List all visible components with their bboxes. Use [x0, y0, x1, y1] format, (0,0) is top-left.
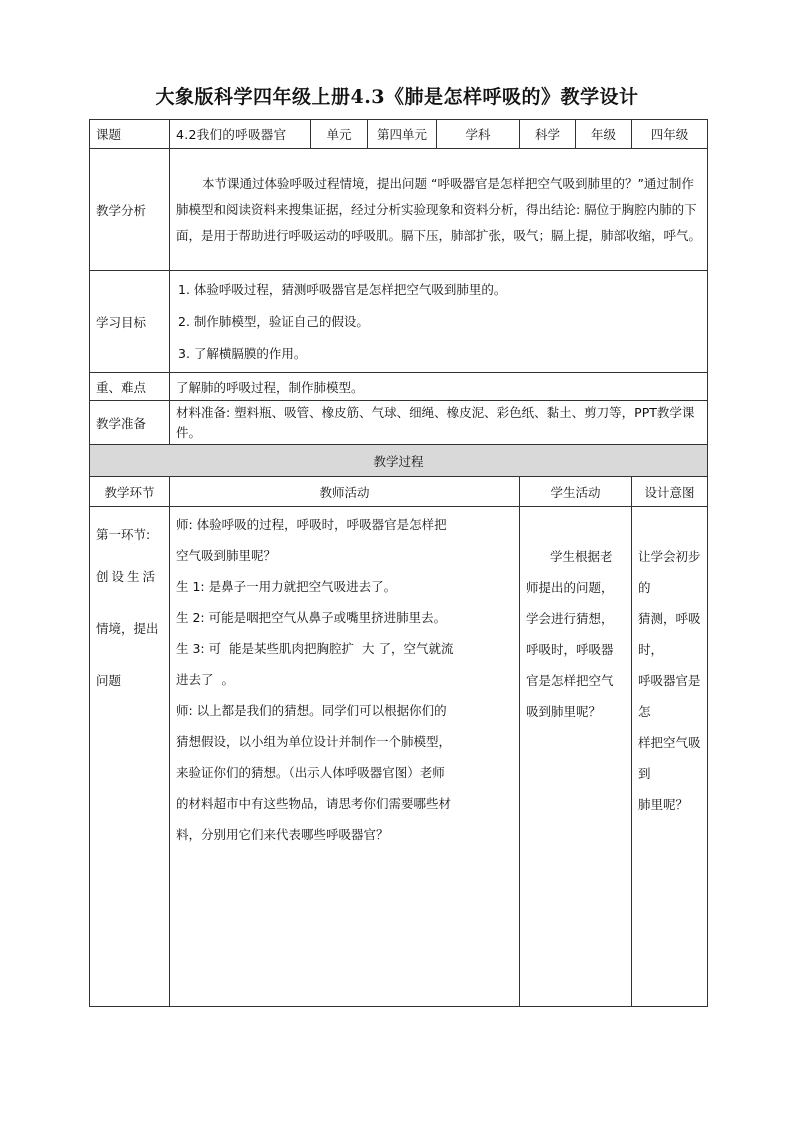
student-line: 师提出的问题，	[526, 580, 614, 595]
objectives-label: 学习目标	[90, 271, 170, 373]
student-activity-cell	[520, 507, 632, 1007]
student-line: 吸到肺里呢？	[526, 704, 602, 719]
objectives-row	[90, 271, 708, 373]
unit-value: 第四单元	[368, 120, 437, 149]
analysis-text: 本节课通过体验呼吸过程情境，提出问题 “呼吸器官是怎样把空气吸到肺里的？”通过制作肺模型和阅读资料来搜集证据，经过分析实验现象和资料分析，得出结论: 膈位于胸腔内肺的下面，是用于帮助进行呼吸运动的呼吸肌。膈下压，肺部扩张，吸气；膈上提，肺部收缩，呼气。	[176, 175, 702, 243]
key-points-row	[90, 373, 708, 401]
process-section-title: 教学过程	[90, 445, 708, 477]
process-header-row	[90, 477, 708, 507]
analysis-row	[90, 149, 708, 271]
objective-item: 2. 制作肺模型，验证自己的假设。	[178, 313, 369, 329]
teacher-line: 来验证你们的猜想。（出示人体呼吸器官图）老师	[176, 765, 445, 780]
intent-line: 样把空气吸到	[638, 735, 701, 781]
intent-line: 呼吸器官是怎	[638, 673, 701, 719]
process-section-row	[90, 445, 708, 477]
student-line: 呼吸时，呼吸器	[526, 642, 614, 657]
col-header-student: 学生活动	[520, 477, 632, 507]
header-row	[90, 120, 708, 149]
teacher-line: 料，分别用它们来代表哪些呼吸器官？	[176, 827, 389, 842]
topic-label: 课题	[90, 120, 170, 149]
page-title: 大象版科学四年级上册4.3《肺是怎样呼吸的》教学设计	[155, 86, 639, 108]
col-header-stage: 教学环节	[90, 477, 170, 507]
grade-value: 四年级	[632, 120, 708, 149]
teacher-line: 猜想假设，以小组为单位设计并制作一个肺模型，	[176, 734, 452, 749]
student-line: 学会进行猜想，	[526, 611, 614, 626]
student-line: 学生根据老	[550, 549, 613, 564]
analysis-label: 教学分析	[90, 149, 170, 271]
process-content-row	[90, 507, 708, 1007]
teacher-line: 的材料超市中有这些物品，请思考你们需要哪些材	[176, 796, 452, 811]
design-intent-cell	[632, 507, 708, 1007]
stage-line: 第一环节:	[96, 527, 151, 542]
stage-line: 问题	[96, 673, 122, 688]
teacher-line: 生 1: 是鼻子一用力就把空气吸进去了。	[176, 579, 397, 594]
intent-line: 让学会初步的	[638, 549, 701, 595]
teacher-line: 生 2: 可能是咽把空气从鼻子或嘴里挤进肺里去。	[176, 610, 447, 625]
objective-item: 1. 体验呼吸过程，猜测呼吸器官是怎样把空气吸到肺里的。	[178, 281, 507, 297]
objective-item: 3. 了解横膈膜的作用。	[178, 345, 307, 361]
grade-label: 年级	[576, 120, 632, 149]
teacher-line: 师: 以上都是我们的猜想。同学们可以根据你们的	[176, 703, 447, 718]
unit-label: 单元	[311, 120, 368, 149]
teacher-line: 师: 体验呼吸的过程，呼吸时，呼吸器官是怎样把	[176, 517, 447, 532]
topic-value: 4.2我们的呼吸器官	[170, 120, 311, 149]
teacher-line: 进去了 。	[176, 672, 234, 687]
key-points-label: 重、难点	[90, 373, 170, 401]
lesson-plan-table	[89, 119, 708, 1007]
col-header-intent: 设计意图	[632, 477, 708, 507]
teacher-line: 空气吸到肺里呢？	[176, 548, 277, 563]
key-points-text: 了解肺的呼吸过程，制作肺模型。	[170, 373, 708, 401]
subject-value: 科学	[520, 120, 576, 149]
intent-line: 肺里呢？	[638, 797, 689, 812]
preparation-label: 教学准备	[90, 401, 170, 445]
stage-line: 创设生活	[96, 569, 159, 584]
student-line: 官是怎样把空气	[526, 673, 614, 688]
stage-cell	[90, 507, 170, 1007]
preparation-text: 材料准备: 塑料瓶、吸管、橡皮筋、气球、细绳、橡皮泥、彩色纸、黏土、剪刀等，PPT教学课件。	[170, 401, 708, 445]
stage-line: 情境，提出	[96, 621, 159, 636]
teacher-activity-cell	[170, 507, 520, 1007]
teacher-line: 生 3: 可 能是某些肌肉把胸腔扩 大 了，空气就流	[176, 641, 454, 656]
preparation-row	[90, 401, 708, 445]
col-header-teacher: 教师活动	[170, 477, 520, 507]
intent-line: 猜测，呼吸时，	[638, 611, 701, 657]
subject-label: 学科	[437, 120, 520, 149]
